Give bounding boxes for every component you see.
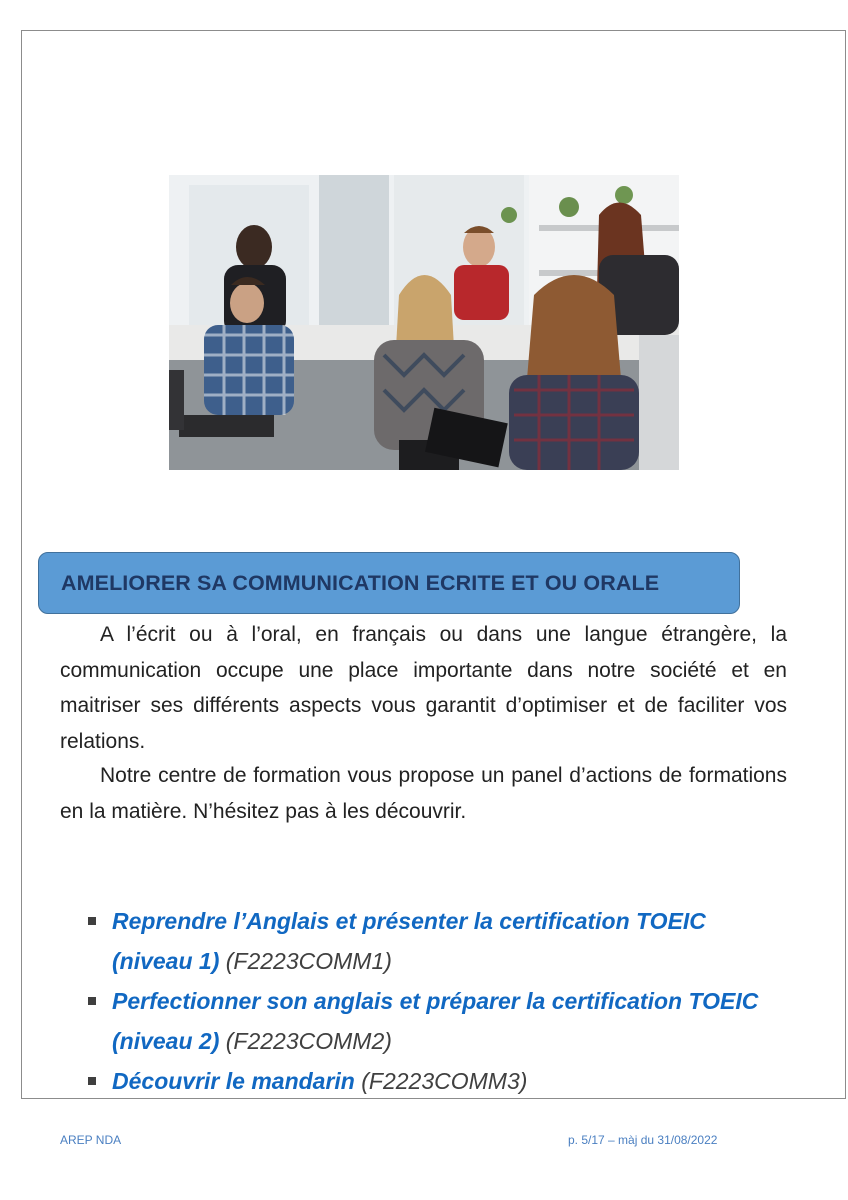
footer-page-info: p. 5/17 – màj du 31/08/2022 bbox=[568, 1133, 718, 1147]
course-item[interactable] bbox=[86, 981, 786, 1061]
course-code: (F2223COMM1) bbox=[225, 948, 392, 974]
course-link[interactable]: Perfectionner son anglais et préparer la certification TOEIC (niveau 2) bbox=[112, 988, 759, 1054]
group-meeting-photo bbox=[169, 175, 679, 470]
section-title: AMELIORER SA COMMUNICATION ECRITE ET OU ORALE bbox=[61, 570, 660, 595]
square-bullet-icon bbox=[88, 917, 96, 925]
section-title-box bbox=[38, 552, 740, 614]
intro-paragraph-2: Notre centre de formation vous propose un panel d’actions de formations en la matière. N’hésitez pas à les découvrir. bbox=[60, 764, 787, 823]
course-code: (F2223COMM2) bbox=[225, 1028, 392, 1054]
footer-organization: AREP NDA bbox=[60, 1133, 122, 1147]
course-item[interactable] bbox=[86, 1061, 786, 1101]
course-item[interactable] bbox=[86, 901, 786, 981]
course-code: (F2223COMM3) bbox=[361, 1068, 528, 1094]
square-bullet-icon bbox=[88, 1077, 96, 1085]
course-link[interactable]: Découvrir le mandarin bbox=[112, 1068, 355, 1094]
square-bullet-icon bbox=[88, 997, 96, 1005]
course-link[interactable]: Reprendre l’Anglais et présenter la certification TOEIC (niveau 1) bbox=[112, 908, 706, 974]
intro-paragraph-1: A l’écrit ou à l’oral, en français ou dans une langue étrangère, la communication occupe une place importante dans notre société et en maitriser ses différents aspects vous garantit d’optimiser et de faciliter vos relations. bbox=[60, 623, 787, 753]
course-list bbox=[86, 901, 786, 1101]
